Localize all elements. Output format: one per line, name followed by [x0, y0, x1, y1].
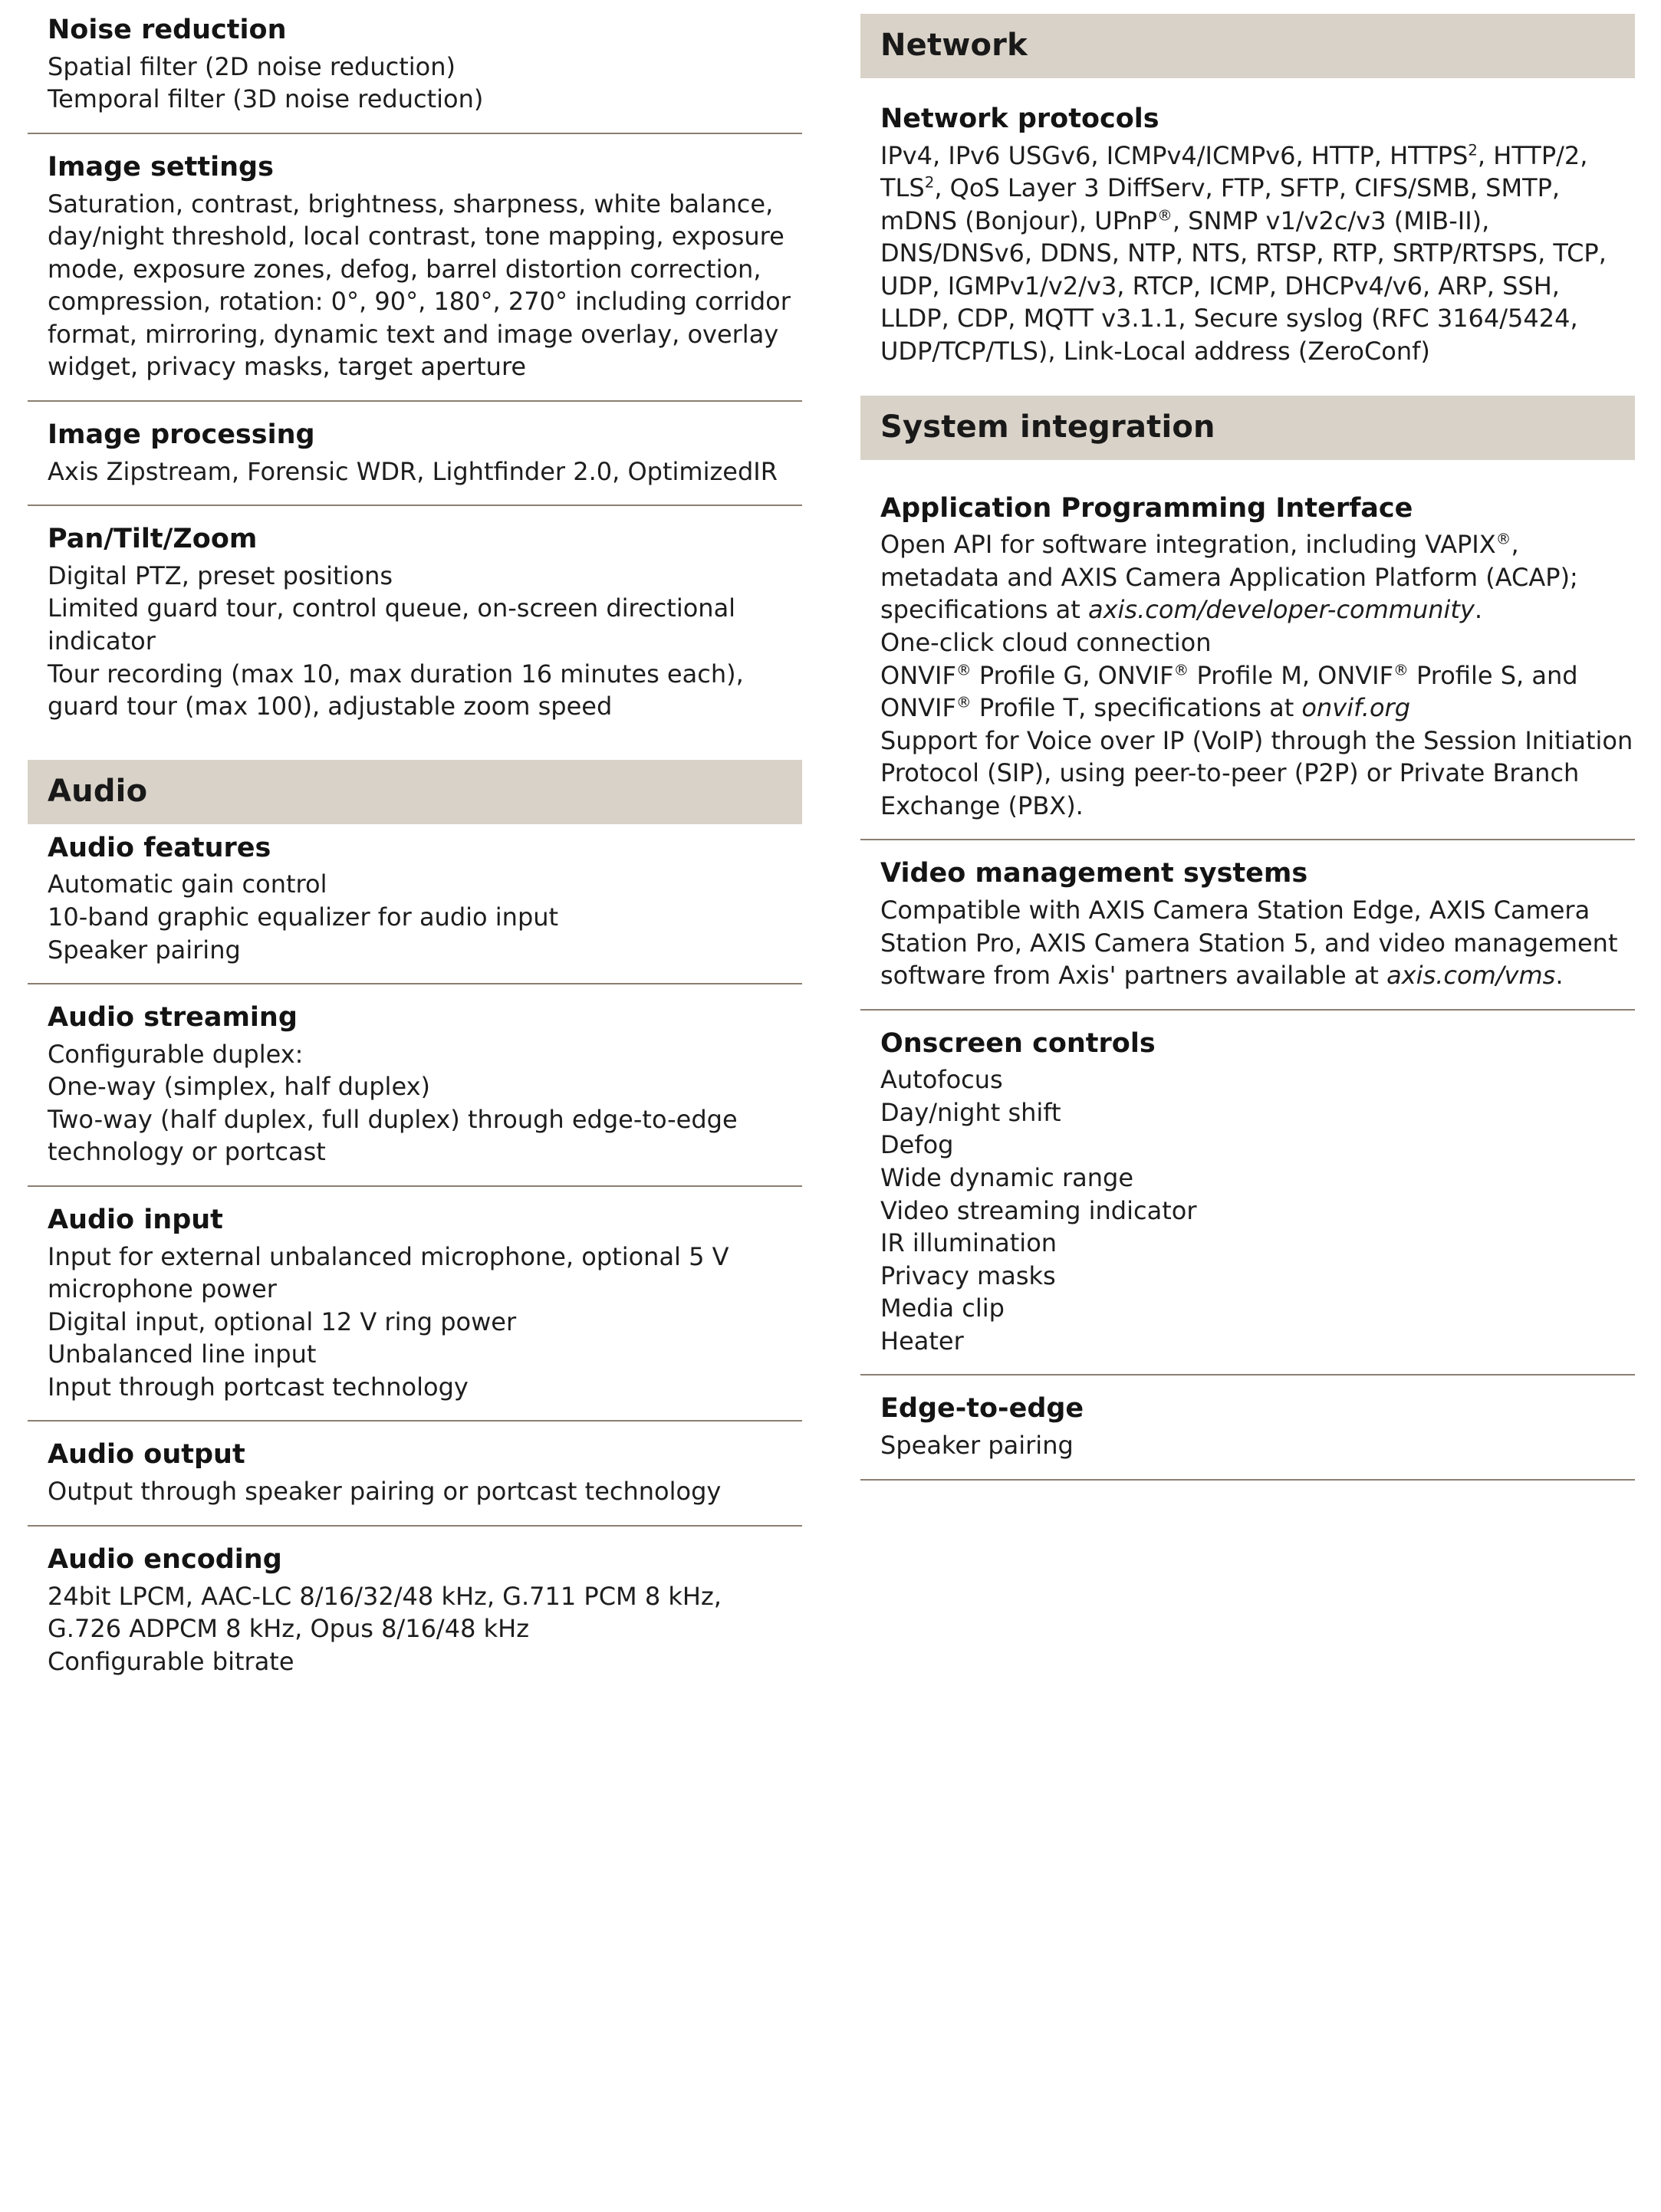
spec-line: Tour recording (max 10, max duration 16 minutes each), guard tour (max 100), adjustable zoom speed [48, 659, 744, 721]
section-banner-system-integration: System integration [860, 396, 1635, 460]
spec-line: Configurable bitrate [48, 1646, 294, 1676]
spec-line: 24bit LPCM, AAC-LC 8/16/32/48 kHz, G.711 PCM 8 kHz, G.726 ADPCM 8 kHz, Opus 8/16/48 kHz [48, 1581, 722, 1644]
spec-block-noise-reduction [28, 14, 802, 134]
spec-line: Output through speaker pairing or portcast technology [48, 1477, 722, 1507]
spec-line: One-click cloud connection [880, 627, 1212, 657]
spec-line: 10-band graphic equalizer for audio input [48, 902, 559, 932]
spec-block-edge-to-edge [860, 1376, 1635, 1480]
spec-line: Digital input, optional 12 V ring power [48, 1306, 517, 1336]
spec-block-onscreen-controls [860, 1011, 1635, 1376]
spec-heading-application-programming-interface: Application Programming Interface [880, 492, 1413, 524]
spec-line: Heater [880, 1326, 964, 1356]
spec-heading-audio-features: Audio features [48, 832, 271, 863]
spec-line: Unbalanced line input [48, 1339, 317, 1369]
spec-heading-video-management-systems: Video management systems [880, 858, 1308, 889]
right-column [860, 14, 1635, 2189]
spec-line: Wide dynamic range [880, 1163, 1134, 1193]
spec-line: Two-way (half duplex, full duplex) through edge-to-edge technology or portcast [48, 1104, 738, 1167]
spec-line: ONVIF® Profile G, ONVIF® Profile M, ONVIF® Profile S, and ONVIF® Profile T, specifications at onvif.org [880, 660, 1578, 723]
spec-line: IPv4, IPv6 USGv6, ICMPv4/ICMPv6, HTTP, HTTPS$^2$, HTTP/2, TLS$^2$, QoS Layer 3 DiffServ, FTP, SFTP, CIFS/SMB, SMTP, mDNS (Bonjour), UPnP®, SNMP v1/v2c/v3 (MIB-II), DNS/DNSv6, DDNS, NTP, NTS, RTSP, RTP, SRTP/RTSPS, TCP, UDP, IGMPv1/v2/v3, RTCP, ICMP, DHCPv4/v6, ARP, SSH, LLDP, CDP, MQTT v3.1.1, Secure syslog (RFC 3164/5424, UDP/TCP/TLS), Link-Local address (ZeroConf) [880, 140, 1607, 366]
spec-heading-edge-to-edge: Edge-to-edge [880, 1393, 1084, 1425]
spec-line: Privacy masks [880, 1260, 1056, 1290]
spec-line: Day/night shift [880, 1097, 1061, 1127]
spec-block-audio-output [28, 1422, 802, 1526]
spec-line: Input through portcast technology [48, 1372, 469, 1402]
spec-heading-image-settings: Image settings [48, 151, 274, 182]
left-column [28, 14, 802, 2189]
spec-line: Speaker pairing [48, 935, 241, 965]
spec-line: Digital PTZ, preset positions [48, 560, 393, 590]
spec-line: Autofocus [880, 1065, 1003, 1095]
spec-line: Video streaming indicator [880, 1195, 1197, 1225]
spec-heading-audio-output: Audio output [48, 1439, 245, 1471]
spec-block-application-programming-interface [860, 468, 1635, 841]
spec-block-network-protocols [860, 86, 1635, 385]
spec-block-audio-streaming [28, 984, 802, 1187]
section-banner-audio: Audio [28, 760, 802, 824]
spec-line: IR illumination [880, 1228, 1057, 1258]
spec-line: Configurable duplex: [48, 1039, 304, 1069]
spec-heading-noise-reduction: Noise reduction [48, 15, 287, 45]
spec-block-image-settings [28, 134, 802, 402]
spec-block-pan-tilt-zoom [28, 506, 802, 739]
spec-line: Speaker pairing [880, 1431, 1074, 1461]
spec-line: Axis Zipstream, Forensic WDR, Lightfinder 2.0, OptimizedIR [48, 456, 778, 486]
spec-block-video-management-systems [860, 840, 1635, 1010]
spec-heading-onscreen-controls: Onscreen controls [880, 1027, 1156, 1059]
spec-line: Saturation, contrast, brightness, sharpness, white balance, day/night threshold, local contrast, tone mapping, exposure mode, exposure zones, defog, barrel distortion correction, compression, rotation: 0°, 90°, 180°, 270° including corridor format, mirroring, dynamic text and image overlay, overlay widget, privacy masks, target aperture [48, 189, 791, 382]
spec-heading-network-protocols: Network protocols [880, 104, 1159, 134]
spec-block-audio-encoding [28, 1527, 802, 1694]
spec-line: Support for Voice over IP (VoIP) through the Session Initiation Protocol (SIP), using peer-to-peer (P2P) or Private Branch Exchange (PBX). [880, 725, 1633, 820]
spec-block-image-processing [28, 402, 802, 506]
spec-heading-audio-streaming: Audio streaming [48, 1002, 298, 1034]
spec-line: Temporal filter (3D noise reduction) [48, 84, 484, 114]
section-banner-network: Network [860, 14, 1635, 78]
spec-line: Compatible with AXIS Camera Station Edge, AXIS Camera Station Pro, AXIS Camera Station 5, and video management software from Axis' partners available at axis.com/vms. [880, 896, 1618, 991]
spec-line: Spatial filter (2D noise reduction) [48, 51, 456, 81]
spec-heading-image-processing: Image processing [48, 419, 315, 450]
spec-line: Automatic gain control [48, 869, 327, 899]
spec-heading-audio-encoding: Audio encoding [48, 1543, 282, 1575]
spec-line: One-way (simplex, half duplex) [48, 1072, 430, 1102]
spec-heading-audio-input: Audio input [48, 1204, 223, 1235]
spec-line: Input for external unbalanced microphone, optional 5 V microphone power [48, 1241, 729, 1304]
spec-line: Open API for software integration, including VAPIX®, metadata and AXIS Camera Application Platform (ACAP); specifications at axis.com/developer-community. [880, 530, 1578, 625]
spec-line: Defog [880, 1130, 954, 1160]
spec-line: Media clip [880, 1293, 1005, 1323]
spec-line: Limited guard tour, control queue, on-screen directional indicator [48, 593, 736, 656]
spec-heading-pan-tilt-zoom: Pan/Tilt/Zoom [48, 524, 258, 555]
spec-block-audio-features [28, 832, 802, 984]
spec-block-audio-input [28, 1187, 802, 1422]
